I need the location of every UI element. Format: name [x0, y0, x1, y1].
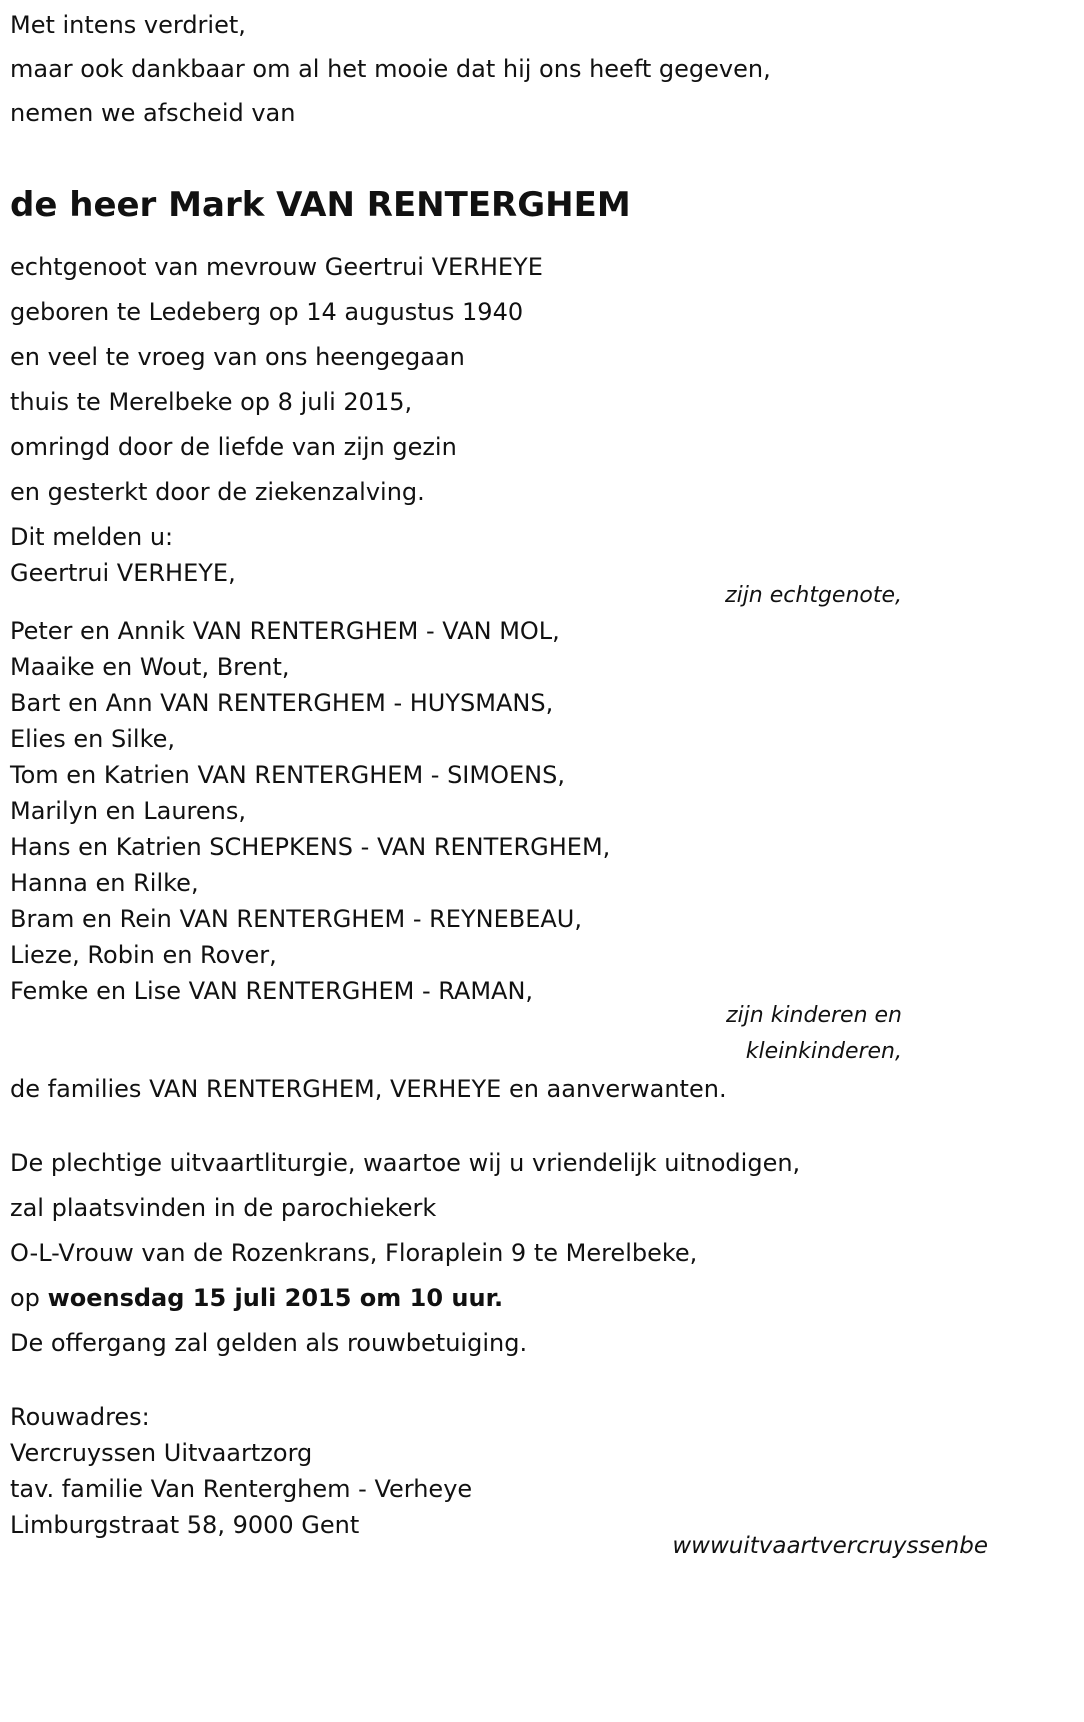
child-line: Elies en Silke,	[10, 725, 176, 753]
bio-line-5: omringd door de liefde van zijn gezin	[10, 433, 457, 461]
bio-line-3: en veel te vroeg van ons heengegaan	[10, 343, 465, 371]
child-line: Peter en Annik VAN RENTERGHEM - VAN MOL,	[10, 617, 560, 645]
child-line: Bart en Ann VAN RENTERGHEM - HUYSMANS,	[10, 689, 554, 717]
address-line-1: Vercruyssen Uitvaartzorg	[10, 1439, 313, 1467]
child-line: Tom en Katrien VAN RENTERGHEM - SIMOENS,	[10, 761, 565, 789]
child-line: Hanna en Rilke,	[10, 869, 199, 897]
child-line: Femke en Lise VAN RENTERGHEM - RAMAN,	[10, 977, 534, 1005]
children-relation-2: kleinkinderen,	[745, 1039, 902, 1064]
spouse-name: Geertrui VERHEYE,	[10, 559, 236, 587]
bio-line-1: echtgenoot van mevrouw Geertrui VERHEYE	[10, 253, 543, 281]
funeral-line-1: De plechtige uitvaartliturgie, waartoe wij u vriendelijk uitnodigen,	[10, 1149, 801, 1177]
funeral-date-prefix: op	[10, 1284, 40, 1312]
intro-line-1: Met intens verdriet,	[10, 11, 246, 39]
deceased-name: de heer Mark VAN RENTERGHEM	[10, 185, 631, 225]
announce-label: Dit melden u:	[10, 523, 174, 551]
child-line: Bram en Rein VAN RENTERGHEM - REYNEBEAU,	[10, 905, 582, 933]
child-line: Hans en Katrien SCHEPKENS - VAN RENTERGHEM,	[10, 833, 611, 861]
bio-line-4: thuis te Merelbeke op 8 juli 2015,	[10, 388, 413, 416]
funeral-line-4	[10, 1283, 503, 1313]
website-text: wwwuitvaartvercruyssenbe	[672, 1533, 988, 1559]
address-line-2: tav. familie Van Renterghem - Verheye	[10, 1475, 473, 1503]
bio-line-6: en gesterkt door de ziekenzalving.	[10, 478, 425, 506]
bio-line-2: geboren te Ledeberg op 14 augustus 1940	[10, 298, 524, 326]
funeral-line-2: zal plaatsvinden in de parochiekerk	[10, 1194, 437, 1222]
intro-line-3: nemen we afscheid van	[10, 99, 296, 127]
address-line-3: Limburgstraat 58, 9000 Gent	[10, 1511, 360, 1539]
intro-line-2: maar ook dankbaar om al het mooie dat hij ons heeft gegeven,	[10, 55, 771, 83]
children-relation-1: zijn kinderen en	[726, 1003, 902, 1028]
funeral-date: woensdag 15 juli 2015 om 10 uur.	[47, 1284, 504, 1312]
spouse-relation: zijn echtgenote,	[725, 583, 902, 608]
child-line: Marilyn en Laurens,	[10, 797, 247, 825]
families-line: de families VAN RENTERGHEM, VERHEYE en aanverwanten.	[10, 1075, 727, 1103]
child-line: Lieze, Robin en Rover,	[10, 941, 277, 969]
child-line: Maaike en Wout, Brent,	[10, 653, 290, 681]
funeral-line-5: De offergang zal gelden als rouwbetuiging.	[10, 1329, 528, 1357]
address-label: Rouwadres:	[10, 1403, 150, 1431]
funeral-line-3: O-L-Vrouw van de Rozenkrans, Floraplein 9 te Merelbeke,	[10, 1239, 698, 1267]
